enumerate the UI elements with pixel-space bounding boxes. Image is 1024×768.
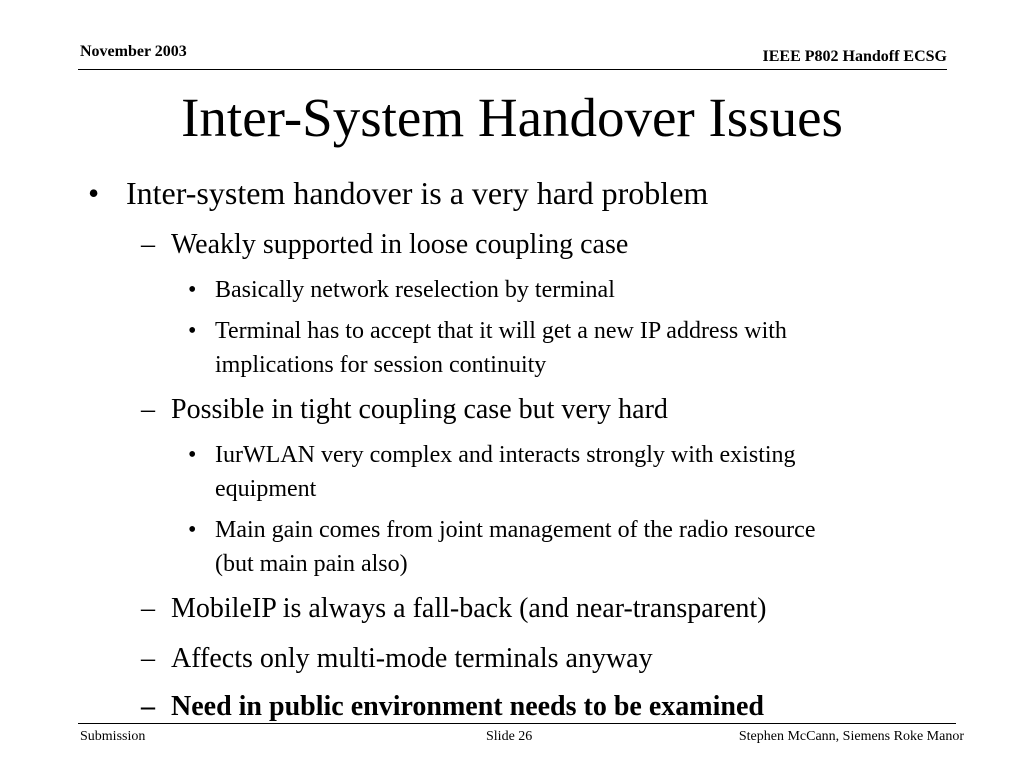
bullet-marker: •	[188, 318, 197, 344]
dash-marker: –	[141, 691, 155, 722]
slide-title: Inter-System Handover Issues	[181, 87, 843, 148]
bullet-text: Affects only multi-mode terminals anyway	[171, 643, 653, 674]
bullet-l3	[188, 314, 787, 382]
bullet-marker: •	[188, 442, 197, 468]
bullet-marker: •	[88, 175, 100, 211]
bullet-l1	[88, 175, 709, 211]
bullet-text-line: Terminal has to accept that it will get a new IP address with	[215, 318, 787, 344]
header-date: November 2003	[80, 43, 187, 60]
dash-marker: –	[141, 643, 155, 674]
bullet-text-line: implications for session continuity	[215, 352, 547, 378]
bullet-text-line: equipment	[215, 476, 317, 502]
footer-author: Stephen McCann, Siemens Roke Manor	[738, 729, 964, 744]
bullet-l2	[141, 593, 767, 625]
footer-submission: Submission	[80, 729, 146, 744]
dash-marker: –	[141, 229, 155, 260]
bullet-text-line: Main gain comes from joint management of the radio resource	[215, 517, 816, 543]
bullet-text-line: IurWLAN very complex and interacts strongly with existing	[215, 442, 796, 468]
footer-slide-number: Slide 26	[486, 729, 533, 744]
footer-rule	[78, 723, 956, 724]
header-group: IEEE P802 Handoff ECSG	[762, 48, 947, 65]
bullet-l2	[141, 229, 629, 261]
bullet-marker: •	[188, 277, 197, 303]
bullet-text: Basically network reselection by terminal	[215, 277, 615, 303]
bullet-text: Need in public environment needs to be examined	[171, 691, 764, 722]
bullet-l2	[141, 394, 668, 426]
bullet-l2	[141, 643, 653, 675]
bullet-marker: •	[188, 517, 197, 543]
bullet-text: MobileIP is always a fall-back (and near-transparent)	[171, 593, 767, 624]
dash-marker: –	[141, 593, 155, 624]
bullet-l3	[188, 513, 816, 581]
bullet-text: Possible in tight coupling case but very hard	[171, 394, 668, 425]
bullet-text-line: (but main pain also)	[215, 551, 408, 577]
dash-marker: –	[141, 394, 155, 425]
bullet-text: Inter-system handover is a very hard problem	[126, 175, 709, 211]
bullet-l3	[188, 273, 615, 307]
bullet-text: Weakly supported in loose coupling case	[171, 229, 629, 260]
bullet-l2	[141, 691, 764, 723]
bullet-l3	[188, 438, 796, 506]
